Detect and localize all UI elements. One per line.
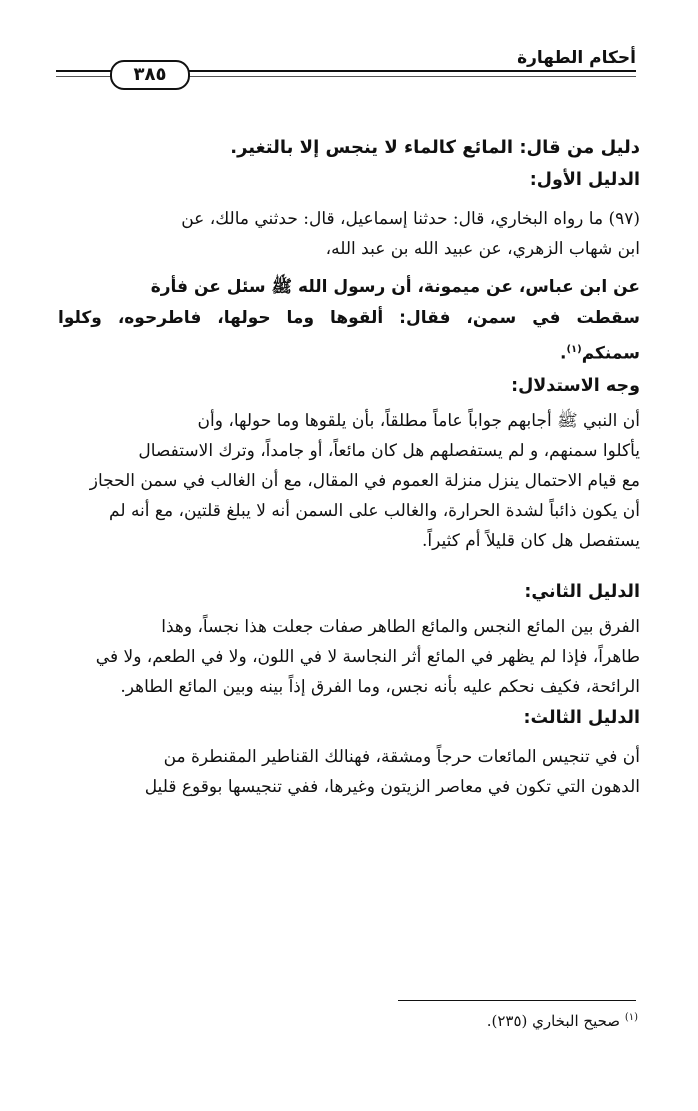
hadith-text-line-1: عن ابن عباس، عن ميمونة، أن رسول الله ﷺ سئل عن فأرة [150, 277, 640, 297]
footnote-marker: (١) [624, 1012, 638, 1023]
footnote-reference: (١) [566, 344, 582, 355]
third-evidence-line-1: أن في تنجيس المائعات حرجاً ومشقة، فهنالك القناطير المقنطرة من [163, 746, 640, 767]
inference-line-4: أن يكون ذائباً لشدة الحرارة، والغالب على السمن أنه لا يبلغ قلتين، مع أنه لم [109, 500, 640, 521]
footnote-separator [398, 1000, 636, 1001]
section-title: دليل من قال: المائع كالماء لا ينجس إلا بالتغير. [230, 137, 640, 158]
inference-line-5: يستفصل هل كان قليلاً أم كثيراً. [422, 530, 640, 551]
inference-heading: وجه الاستدلال: [511, 375, 640, 396]
second-evidence-heading: الدليل الثاني: [524, 581, 640, 602]
third-evidence-heading: الدليل الثالث: [523, 707, 640, 728]
hadith-text-line-2: سقطت في سمن، فقال: ألقوها وما حولها، فاطرحوه، وكلوا سمنكم$^{(١)}$. [58, 308, 640, 364]
second-evidence-line-2: طاهراً، فإذا لم يظهر في المائع أثر النجاسة لا في اللون، ولا في الطعم، ولا في [95, 646, 640, 667]
inference-line-3: مع قيام الاحتمال ينزل منزلة العموم في المقال، مع أن الغالب في سمن الحجاز [89, 470, 640, 491]
second-evidence-line-1: الفرق بين المائع النجس والمائع الطاهر صفات جعلت هذا نجساً، وهذا [161, 616, 640, 637]
hadith-chain-line-1: (٩٧) ما رواه البخاري، قال: حدثنا إسماعيل، قال: حدثني مالك، عن [181, 209, 640, 229]
running-header-title: أحكام الطهارة [517, 48, 636, 68]
footnote-text: صحيح البخاري (٢٣٥). [486, 1012, 621, 1030]
first-evidence-heading: الدليل الأول: [529, 170, 640, 190]
hadith-chain-line-2: ابن شهاب الزهري، عن عبيد الله بن عبد الله، [325, 239, 640, 259]
inference-line-2: يأكلوا سمنهم، و لم يستفصلهم هل كان مائعاً، أو جامداً، وترك الاستفصال [138, 440, 640, 461]
second-evidence-line-3: الرائحة، فكيف نحكم عليه بأنه نجس، وما الفرق إذاً بينه وبين المائع الطاهر. [120, 676, 640, 697]
inference-line-1: أن النبي ﷺ أجابهم جواباً عاماً مطلقاً، بأن يلقوها وما حولها، وأن [197, 410, 640, 431]
third-evidence-line-2: الدهون التي تكون في معاصر الزيتون وغيرها، ففي تنجيسها بوقوع قليل [144, 776, 640, 797]
footnote [487, 1012, 638, 1030]
page-number-badge: ٣٨٥ [110, 60, 190, 90]
page-body [58, 132, 640, 802]
hadith-text-line-2-text: سقطت في سمن، فقال: ألقوها وما حولها، فاطرحوه، وكلوا سمنكم [58, 308, 640, 364]
